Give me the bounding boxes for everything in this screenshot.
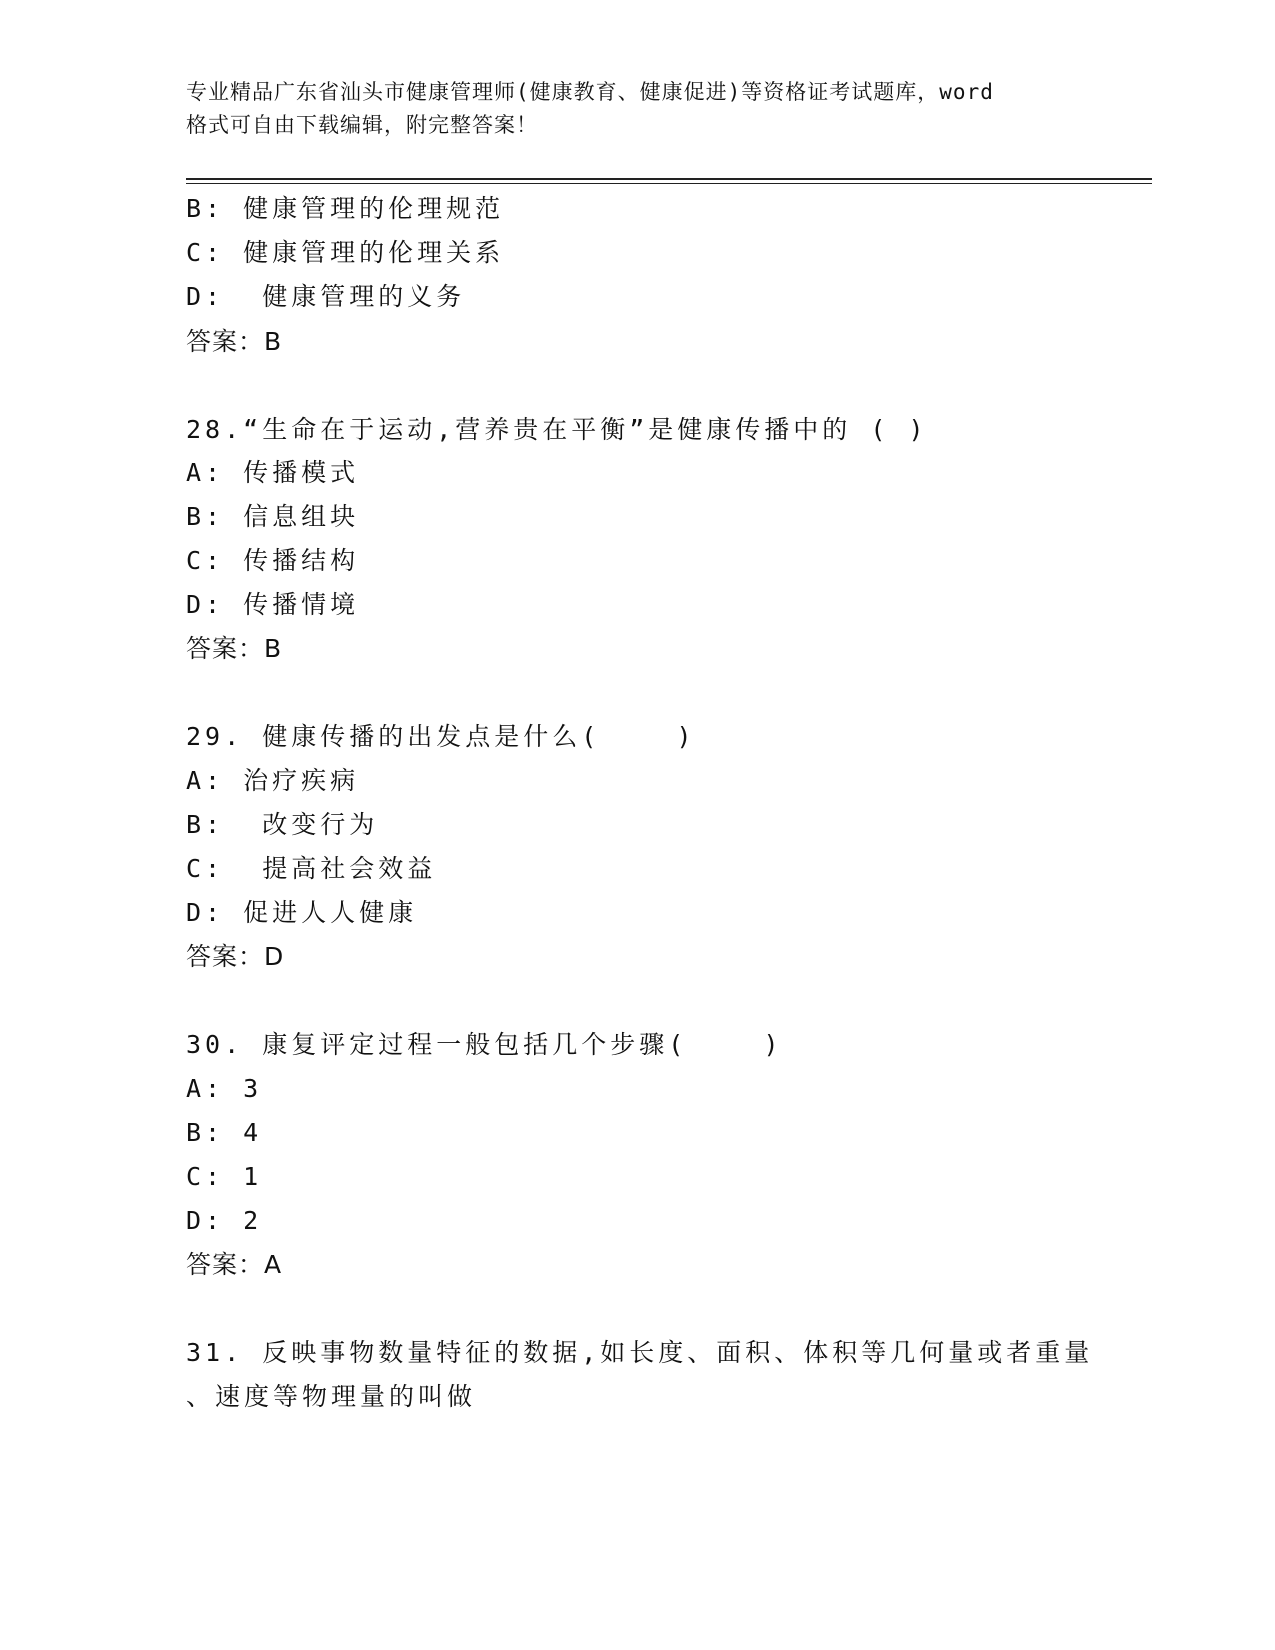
q27-answer: 答案：B	[186, 327, 283, 356]
q30-question: 30. 康复评定过程一般包括几个步骤( )	[186, 1030, 783, 1059]
document-header	[186, 76, 1086, 142]
q29-option-a: A: 治疗疾病	[186, 766, 360, 795]
q29-option-d: D: 促进人人健康	[186, 898, 418, 927]
q29-option-c: C: 提高社会效益	[186, 854, 437, 883]
header-line-1: 专业精品广东省汕头市健康管理师(健康教育、健康促进)等资格证考试题库，word	[186, 80, 994, 104]
q28-option-d: D: 传播情境	[186, 590, 360, 619]
q28-option-a: A: 传播模式	[186, 458, 360, 487]
q31-question-line-1: 31. 反映事物数量特征的数据,如长度、面积、体积等几何量或者重量	[186, 1338, 1094, 1367]
q28-option-c: C: 传播结构	[186, 546, 360, 575]
q30-option-c: C: 1	[186, 1162, 263, 1191]
q29-option-b: B: 改变行为	[186, 810, 379, 839]
q30-option-a: A: 3	[186, 1074, 263, 1103]
q30-option-b: B: 4	[186, 1118, 263, 1147]
q27-option-d: D: 健康管理的义务	[186, 282, 466, 311]
q29-question: 29. 健康传播的出发点是什么( )	[186, 722, 696, 751]
q30-option-d: D: 2	[186, 1206, 263, 1235]
q28-option-b: B: 信息组块	[186, 502, 360, 531]
q28-answer: 答案：B	[186, 634, 283, 663]
q30-answer: 答案：A	[186, 1250, 283, 1279]
header-line-2: 格式可自由下载编辑，附完整答案！	[186, 113, 538, 137]
header-divider-thin	[186, 183, 1152, 184]
header-divider-thick	[186, 178, 1152, 180]
q31-question-line-2: 、速度等物理量的叫做	[186, 1382, 477, 1411]
q28-question: 28.“生命在于运动,营养贵在平衡”是健康传播中的 ( )	[186, 415, 928, 444]
q27-option-b: B: 健康管理的伦理规范	[186, 194, 505, 223]
q29-answer: 答案：D	[186, 942, 285, 971]
q27-option-c: C: 健康管理的伦理关系	[186, 238, 505, 267]
